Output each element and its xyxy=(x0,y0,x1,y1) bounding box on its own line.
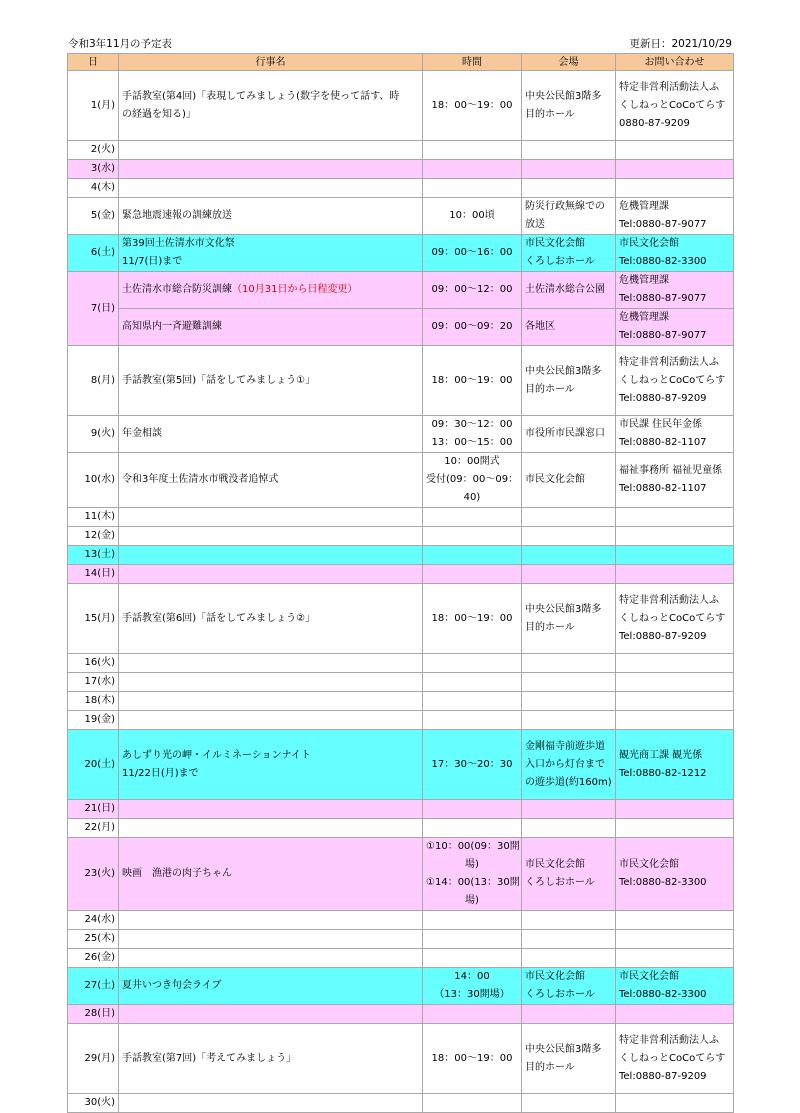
cell-contact-line: くしねっとCoCoてらす xyxy=(619,374,726,386)
cell-day: 8(月) xyxy=(68,346,119,416)
cell-contact-line: Tel:0880-82-1107 xyxy=(619,437,707,448)
cell-venue xyxy=(522,968,616,1005)
cell-contact xyxy=(616,930,734,949)
cell-time xyxy=(423,1005,522,1024)
cell-contact-line: 危機管理課 xyxy=(619,275,669,286)
cell-time xyxy=(423,141,522,160)
cell-time-line: 18：00～19：00 xyxy=(431,374,513,386)
cell-contact-line: 市民文化会館 xyxy=(619,859,679,870)
cell-time xyxy=(423,453,522,508)
table-row xyxy=(68,930,734,949)
table-row xyxy=(68,198,734,235)
cell-venue-line: 各地区 xyxy=(525,321,555,332)
cell-time xyxy=(423,508,522,527)
cell-day: 27(土) xyxy=(68,968,119,1005)
cell-venue xyxy=(522,654,616,673)
cell-time xyxy=(423,930,522,949)
cell-venue-line: の遊歩道(約160m) xyxy=(525,776,612,788)
cell-event xyxy=(119,272,423,309)
cell-venue xyxy=(522,711,616,730)
table-row xyxy=(68,949,734,968)
cell-event xyxy=(119,179,423,198)
cell-day: 2(火) xyxy=(68,141,119,160)
cell-contact-line: Tel:0880-82-3300 xyxy=(619,256,707,267)
cell-time-line: 09：30～12：00 xyxy=(431,419,513,430)
cell-time-line: 場) xyxy=(465,859,479,870)
cell-contact xyxy=(616,416,734,453)
cell-contact xyxy=(616,1024,734,1094)
cell-venue xyxy=(522,71,616,141)
table-row xyxy=(68,692,734,711)
cell-time xyxy=(423,71,522,141)
cell-time-line: （13：30開場） xyxy=(434,989,510,1000)
table-row xyxy=(68,673,734,692)
cell-time xyxy=(423,198,522,235)
cell-venue xyxy=(522,453,616,508)
cell-contact xyxy=(616,235,734,272)
table-row xyxy=(68,160,734,179)
cell-time xyxy=(423,527,522,546)
cell-day: 29(月) xyxy=(68,1024,119,1094)
cell-contact xyxy=(616,949,734,968)
cell-venue xyxy=(522,160,616,179)
cell-time xyxy=(423,711,522,730)
cell-event xyxy=(119,692,423,711)
table-row xyxy=(68,71,734,141)
cell-contact-line: くしねっとCoCoてらす xyxy=(619,99,726,111)
cell-day: 20(土) xyxy=(68,730,119,800)
table-row xyxy=(68,141,734,160)
cell-contact xyxy=(616,584,734,654)
table-row xyxy=(68,730,734,800)
col-header-event: 行事名 xyxy=(119,54,423,71)
cell-venue xyxy=(522,1094,616,1113)
cell-venue xyxy=(522,508,616,527)
cell-venue-line: 目的ホール xyxy=(525,1061,575,1073)
cell-venue-line: 金剛福寺前遊歩道 xyxy=(525,740,605,752)
cell-venue-line: 目的ホール xyxy=(525,383,575,395)
table-row xyxy=(68,968,734,1005)
cell-venue xyxy=(522,198,616,235)
cell-event xyxy=(119,673,423,692)
cell-event-line: 土佐清水市総合防災訓練（10月31日から日程変更） xyxy=(122,284,358,295)
cell-day: 19(金) xyxy=(68,711,119,730)
schedule-table xyxy=(67,53,734,1113)
cell-contact-line: 福祉事務所 福祉児童係 xyxy=(619,465,723,476)
cell-event-line: 手話教室(第5回)「話をしてみましょう①」 xyxy=(122,374,316,386)
cell-contact-line: Tel:0880-82-1212 xyxy=(619,767,707,779)
table-row xyxy=(68,654,734,673)
cell-time xyxy=(423,1094,522,1113)
cell-time xyxy=(423,673,522,692)
cell-venue xyxy=(522,692,616,711)
cell-event xyxy=(119,546,423,565)
table-row xyxy=(68,416,734,453)
cell-venue-line: 市民文化会館 xyxy=(525,859,585,870)
cell-venue xyxy=(522,527,616,546)
cell-event xyxy=(119,1024,423,1094)
cell-venue xyxy=(522,346,616,416)
cell-time-line: 18：00～19：00 xyxy=(431,99,513,111)
cell-event xyxy=(119,800,423,819)
cell-time xyxy=(423,416,522,453)
cell-contact xyxy=(616,508,734,527)
cell-time-line: 受付(09：00～09： xyxy=(426,474,519,485)
cell-contact xyxy=(616,309,734,346)
cell-event-line: 第39回土佐清水市文化祭 xyxy=(122,238,235,249)
cell-event xyxy=(119,141,423,160)
cell-time-line: 14：00 xyxy=(454,971,490,982)
table-header-row xyxy=(68,54,734,71)
cell-contact xyxy=(616,453,734,508)
cell-venue xyxy=(522,235,616,272)
cell-day: 22(月) xyxy=(68,819,119,838)
cell-event-line: あしずり光の岬・イルミネーションナイト xyxy=(122,749,311,761)
cell-contact-line: Tel:0880-87-9077 xyxy=(619,293,707,304)
cell-event xyxy=(119,71,423,141)
cell-venue-line: 土佐清水総合公園 xyxy=(525,284,605,295)
cell-time xyxy=(423,911,522,930)
cell-time xyxy=(423,272,522,309)
cell-contact xyxy=(616,654,734,673)
cell-venue xyxy=(522,565,616,584)
cell-day: 23(火) xyxy=(68,838,119,911)
cell-contact-line: 市民課 住民年金係 xyxy=(619,419,703,430)
cell-contact xyxy=(616,819,734,838)
cell-venue-line: 目的ホール xyxy=(525,108,575,120)
table-body xyxy=(68,71,734,1113)
cell-time xyxy=(423,968,522,1005)
cell-contact xyxy=(616,346,734,416)
cell-contact-line: 危機管理課 xyxy=(619,312,669,323)
cell-venue xyxy=(522,309,616,346)
cell-day: 30(火) xyxy=(68,1094,119,1113)
cell-venue xyxy=(522,1024,616,1094)
cell-contact-line: 特定非営利活動法人ふ xyxy=(619,594,719,606)
cell-time xyxy=(423,346,522,416)
cell-venue-line: 中央公民館3階多 xyxy=(525,365,602,377)
cell-venue xyxy=(522,546,616,565)
cell-event-line: 11/22日(月)まで xyxy=(122,767,199,779)
cell-contact xyxy=(616,272,734,309)
cell-venue xyxy=(522,911,616,930)
cell-venue-line: 中央公民館3階多 xyxy=(525,1043,602,1055)
cell-day: 18(木) xyxy=(68,692,119,711)
cell-event xyxy=(119,453,423,508)
cell-contact xyxy=(616,1005,734,1024)
cell-contact-line: Tel:0880-87-9209 xyxy=(619,630,707,642)
cell-venue xyxy=(522,838,616,911)
table-row xyxy=(68,453,734,508)
table-row xyxy=(68,1024,734,1094)
cell-venue xyxy=(522,673,616,692)
cell-day: 16(火) xyxy=(68,654,119,673)
cell-day: 12(金) xyxy=(68,527,119,546)
cell-event-line: 11/7(日)まで xyxy=(122,256,183,267)
cell-day: 13(土) xyxy=(68,546,119,565)
cell-event xyxy=(119,654,423,673)
cell-venue xyxy=(522,179,616,198)
cell-time xyxy=(423,692,522,711)
cell-contact-line: Tel:0880-87-9209 xyxy=(619,392,707,404)
cell-venue xyxy=(522,1005,616,1024)
cell-contact xyxy=(616,911,734,930)
cell-time-line: 18：00～19：00 xyxy=(431,1052,513,1064)
cell-contact-line: くしねっとCoCoてらす xyxy=(619,1052,726,1064)
cell-day: 26(金) xyxy=(68,949,119,968)
cell-contact xyxy=(616,838,734,911)
cell-venue-line: 中央公民館3階多 xyxy=(525,603,602,615)
cell-event-line: 年金相談 xyxy=(122,428,162,439)
cell-venue-line: 市民文化会館 xyxy=(525,971,585,982)
cell-day: 7(日) xyxy=(68,272,119,346)
cell-venue-line: 市民文化会館 xyxy=(525,474,585,485)
cell-contact xyxy=(616,673,734,692)
cell-time xyxy=(423,160,522,179)
cell-day: 25(木) xyxy=(68,930,119,949)
cell-event-line: 手話教室(第6回)「話をしてみましょう②」 xyxy=(122,612,316,624)
cell-time xyxy=(423,309,522,346)
cell-day: 11(木) xyxy=(68,508,119,527)
cell-contact-line: 市民文化会館 xyxy=(619,238,679,249)
cell-day: 5(金) xyxy=(68,198,119,235)
cell-contact-line: 特定非営利活動法人ふ xyxy=(619,1034,719,1046)
document-header xyxy=(68,37,732,51)
cell-venue-line: 中央公民館3階多 xyxy=(525,90,602,102)
cell-time-line: 09：00～09：20 xyxy=(431,321,513,332)
cell-day: 10(水) xyxy=(68,453,119,508)
cell-venue-line: 入口から灯台まで xyxy=(525,758,605,770)
cell-event xyxy=(119,198,423,235)
cell-contact-line: Tel:0880-82-1107 xyxy=(619,483,707,494)
cell-event xyxy=(119,309,423,346)
cell-time xyxy=(423,730,522,800)
cell-contact-line: 市民文化会館 xyxy=(619,971,679,982)
cell-event xyxy=(119,416,423,453)
cell-time xyxy=(423,546,522,565)
table-row xyxy=(68,1094,734,1113)
table-row xyxy=(68,565,734,584)
cell-event xyxy=(119,235,423,272)
cell-event xyxy=(119,565,423,584)
cell-contact-line: Tel:0880-87-9077 xyxy=(619,330,707,341)
cell-time xyxy=(423,654,522,673)
col-header-time: 時間 xyxy=(423,54,522,71)
cell-time xyxy=(423,584,522,654)
cell-event xyxy=(119,968,423,1005)
cell-event xyxy=(119,949,423,968)
cell-venue xyxy=(522,141,616,160)
cell-event xyxy=(119,819,423,838)
cell-venue xyxy=(522,800,616,819)
col-header-day: 日 xyxy=(68,54,119,71)
cell-time xyxy=(423,838,522,911)
cell-contact xyxy=(616,527,734,546)
cell-time-line: 09：00～16：00 xyxy=(431,247,513,258)
cell-day: 14(日) xyxy=(68,565,119,584)
cell-event xyxy=(119,584,423,654)
cell-time-line: 13：00～15：00 xyxy=(431,437,513,448)
cell-event xyxy=(119,911,423,930)
table-row xyxy=(68,584,734,654)
updated-date: 更新日：2021/10/29 xyxy=(629,38,732,50)
cell-contact xyxy=(616,711,734,730)
cell-time-line: 場) xyxy=(465,895,479,906)
cell-contact-line: Tel:0880-82-3300 xyxy=(619,989,707,1000)
col-header-venue: 会場 xyxy=(522,54,616,71)
cell-day: 6(土) xyxy=(68,235,119,272)
cell-time xyxy=(423,1024,522,1094)
cell-time-line: ①10：00(09：30開 xyxy=(426,841,520,852)
cell-venue-line: 防災行政無線での xyxy=(525,201,605,212)
cell-contact-line: Tel:0880-87-9209 xyxy=(619,1070,707,1082)
cell-time-line: 10：00開式 xyxy=(444,456,500,467)
cell-event xyxy=(119,160,423,179)
cell-contact xyxy=(616,160,734,179)
cell-contact-line: Tel:0880-82-3300 xyxy=(619,877,707,888)
cell-contact xyxy=(616,198,734,235)
table-row xyxy=(68,235,734,272)
cell-venue xyxy=(522,949,616,968)
table-row xyxy=(68,819,734,838)
cell-event xyxy=(119,838,423,911)
cell-contact-line: 特定非営利活動法人ふ xyxy=(619,356,719,368)
cell-venue xyxy=(522,930,616,949)
cell-contact xyxy=(616,141,734,160)
cell-contact xyxy=(616,692,734,711)
cell-event-line: 夏井いつき句会ライブ xyxy=(122,980,222,991)
cell-day: 24(水) xyxy=(68,911,119,930)
cell-contact xyxy=(616,1094,734,1113)
cell-time-line: 17：30～20：30 xyxy=(431,758,513,770)
cell-event xyxy=(119,1005,423,1024)
cell-venue-line: 市民文化会館 xyxy=(525,238,585,249)
cell-venue-line: くろしおホール xyxy=(525,877,595,888)
cell-time xyxy=(423,235,522,272)
cell-time xyxy=(423,819,522,838)
cell-contact-line: 観光商工課 観光係 xyxy=(619,749,703,761)
cell-venue xyxy=(522,730,616,800)
table-row xyxy=(68,546,734,565)
cell-venue xyxy=(522,584,616,654)
cell-venue-line: 放送 xyxy=(525,219,545,230)
cell-event-line: 令和3年度土佐清水市戦没者追悼式 xyxy=(122,474,279,485)
cell-day: 21(日) xyxy=(68,800,119,819)
schedule-change-note: （10月31日から日程変更） xyxy=(232,284,358,295)
cell-event-line: 手話教室(第4回)「表現してみましょう(数字を使って話す、時 xyxy=(122,90,400,102)
cell-venue xyxy=(522,416,616,453)
cell-day: 3(水) xyxy=(68,160,119,179)
cell-time xyxy=(423,949,522,968)
table-row xyxy=(68,179,734,198)
cell-contact-line: Tel:0880-87-9077 xyxy=(619,219,707,230)
cell-contact xyxy=(616,800,734,819)
cell-venue-line: くろしおホール xyxy=(525,256,595,267)
document-title: 令和3年11月の予定表 xyxy=(68,38,173,50)
cell-event xyxy=(119,1094,423,1113)
cell-day: 28(日) xyxy=(68,1005,119,1024)
table-row xyxy=(68,272,734,309)
cell-event xyxy=(119,508,423,527)
cell-contact xyxy=(616,968,734,1005)
cell-event xyxy=(119,711,423,730)
cell-time-line: 40) xyxy=(463,492,481,503)
cell-day: 1(月) xyxy=(68,71,119,141)
cell-day: 15(月) xyxy=(68,584,119,654)
cell-time-line: 18：00～19：00 xyxy=(431,612,513,624)
table-row xyxy=(68,527,734,546)
cell-event xyxy=(119,930,423,949)
table-row xyxy=(68,911,734,930)
cell-event-line: の経過を知る)」 xyxy=(122,108,196,120)
cell-contact xyxy=(616,730,734,800)
cell-day: 17(水) xyxy=(68,673,119,692)
table-row xyxy=(68,309,734,346)
cell-venue-line: くろしおホール xyxy=(525,989,595,1000)
table-row xyxy=(68,1005,734,1024)
cell-event xyxy=(119,730,423,800)
cell-contact-line: 0880-87-9209 xyxy=(619,117,690,129)
cell-event xyxy=(119,346,423,416)
cell-contact xyxy=(616,546,734,565)
cell-time xyxy=(423,179,522,198)
cell-day: 9(火) xyxy=(68,416,119,453)
cell-contact xyxy=(616,71,734,141)
cell-contact xyxy=(616,179,734,198)
table-row xyxy=(68,800,734,819)
table-row xyxy=(68,711,734,730)
table-row xyxy=(68,508,734,527)
cell-venue xyxy=(522,819,616,838)
cell-time-line: 09：00～12：00 xyxy=(431,284,513,295)
cell-event-line: 手話教室(第7回)「考えてみましょう」 xyxy=(122,1052,297,1064)
cell-contact xyxy=(616,565,734,584)
cell-venue xyxy=(522,272,616,309)
cell-contact-line: 特定非営利活動法人ふ xyxy=(619,81,719,93)
cell-event-line: 緊急地震速報の訓練放送 xyxy=(122,210,232,221)
cell-contact-line: 危機管理課 xyxy=(619,201,669,212)
cell-time-line: 10：00頃 xyxy=(449,210,495,221)
cell-time xyxy=(423,800,522,819)
cell-venue-line: 市役所市民課窓口 xyxy=(525,428,605,439)
cell-event xyxy=(119,527,423,546)
table-row xyxy=(68,346,734,416)
col-header-contact: お問い合わせ xyxy=(616,54,734,71)
cell-contact-line: くしねっとCoCoてらす xyxy=(619,612,726,624)
cell-time-line: ①14：00(13：30開 xyxy=(426,877,520,888)
cell-venue-line: 目的ホール xyxy=(525,621,575,633)
cell-time xyxy=(423,565,522,584)
cell-event-line: 高知県内一斉避難訓練 xyxy=(122,321,222,332)
table-row xyxy=(68,838,734,911)
cell-event-line: 映画 漁港の肉子ちゃん xyxy=(122,868,232,879)
cell-day: 4(木) xyxy=(68,179,119,198)
